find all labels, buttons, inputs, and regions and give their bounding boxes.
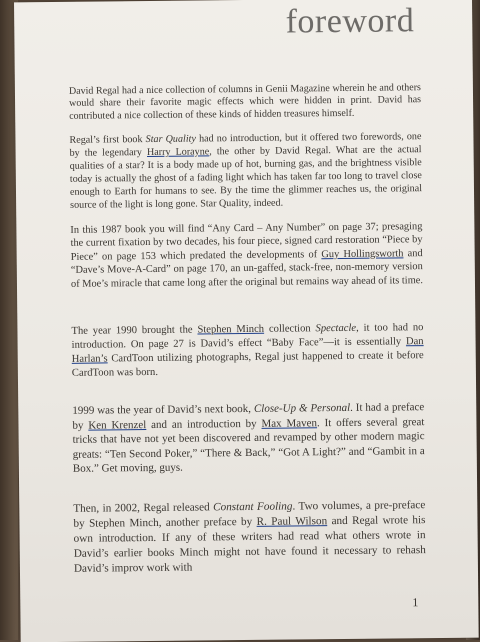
text-segment: CardToon utilizing photographs, Regal just happened to create it before CardToon was born. <box>71 350 424 379</box>
paragraph-2 <box>69 130 422 212</box>
underlined-name: Max Maven <box>261 416 318 430</box>
text-segment: and an introduction by <box>146 417 262 431</box>
text-segment: In this 1987 book you will find “Any Card – Any Number” on page 37; presaging the current fixation by two decades, his four piece, signed card restoration “Piece by Piece” on page 153 which predated the developments of <box>70 221 423 263</box>
italic-title: Star Quality <box>145 133 196 146</box>
underlined-name: Guy Hollingsworth <box>321 248 404 261</box>
text-segment: David Regal had a nice collection of columns in Genii Magazine wherein he and others would share their favorite magic effects which were hidden in print. David has contributed a nice collection of these kinds of hidden treasures himself. <box>68 82 422 122</box>
text-segment: and “Dave’s Move-A-Card” on page 170, an un-gaffed, stack-free, non-memory version of Moe’s miracle that came long after the original but remains way ahead of its time. <box>70 247 424 290</box>
italic-title: Constant Fooling <box>213 500 293 514</box>
text-segment: Then, in 2002, Regal released <box>73 501 214 515</box>
text-segment: , it too had no introduction. On page 27 is David’s effect “Baby Face”—it is essentially <box>71 322 424 351</box>
paragraph-3 <box>70 220 423 291</box>
text-segment: . It had a preface by <box>72 401 425 432</box>
underlined-name: Ken Krenzel <box>88 418 147 432</box>
text-segment: . It offers several great tricks that have not yet been discovered and revamped by other modern magic greats: “Ten Second Poker,” “There & Back,” “Got A Light?” and “Gambit in a Box.” Get moving, guys. <box>72 415 425 476</box>
page-title: foreword <box>285 2 415 41</box>
text-segment: . Two volumes, a pre-preface by Stephen Minch, another preface by <box>73 499 426 530</box>
italic-title: Close-Up & Personal <box>253 401 351 415</box>
underlined-name: Stephen Minch <box>197 323 265 336</box>
text-segment: , the other by David Regal. What are the actual qualities of a star? It is a body made up of hot, burning gas, and the brightness visible today is actually the ghost of a fading light which has taken far too long to travel close enough to Earth for humans to see. By the time the glimmer reaches us, the original source of the light is long gone. Star Quality, indeed. <box>69 144 423 211</box>
paragraph-5 <box>72 400 425 477</box>
text-segment: The year 1990 brought the <box>71 324 198 337</box>
text-segment: collection <box>264 323 316 335</box>
underlined-name: Harry Lorayne <box>146 146 210 159</box>
text-segment: had no introduction, but it offered two forewords, one by the legendary <box>69 131 422 159</box>
text-segment: and Regal wrote his own introduction. If any of these writers had read what others wrote in David’s earlier books Minch might not have found it necessary to rehash David’s improv work with <box>73 514 426 575</box>
text-segment: 1999 was the year of David’s next book, <box>72 402 254 417</box>
paragraph-6 <box>73 498 426 577</box>
italic-title: Spectacle <box>315 322 357 335</box>
underlined-name: Dan Harlan’s <box>71 336 424 365</box>
underlined-name: R. Paul Wilson <box>256 515 328 528</box>
page-number: 1 <box>412 595 419 610</box>
text-segment: Regal’s first book <box>69 134 146 146</box>
book-page <box>14 0 479 642</box>
paragraph-1 <box>69 82 421 123</box>
paragraph-4 <box>71 321 424 381</box>
